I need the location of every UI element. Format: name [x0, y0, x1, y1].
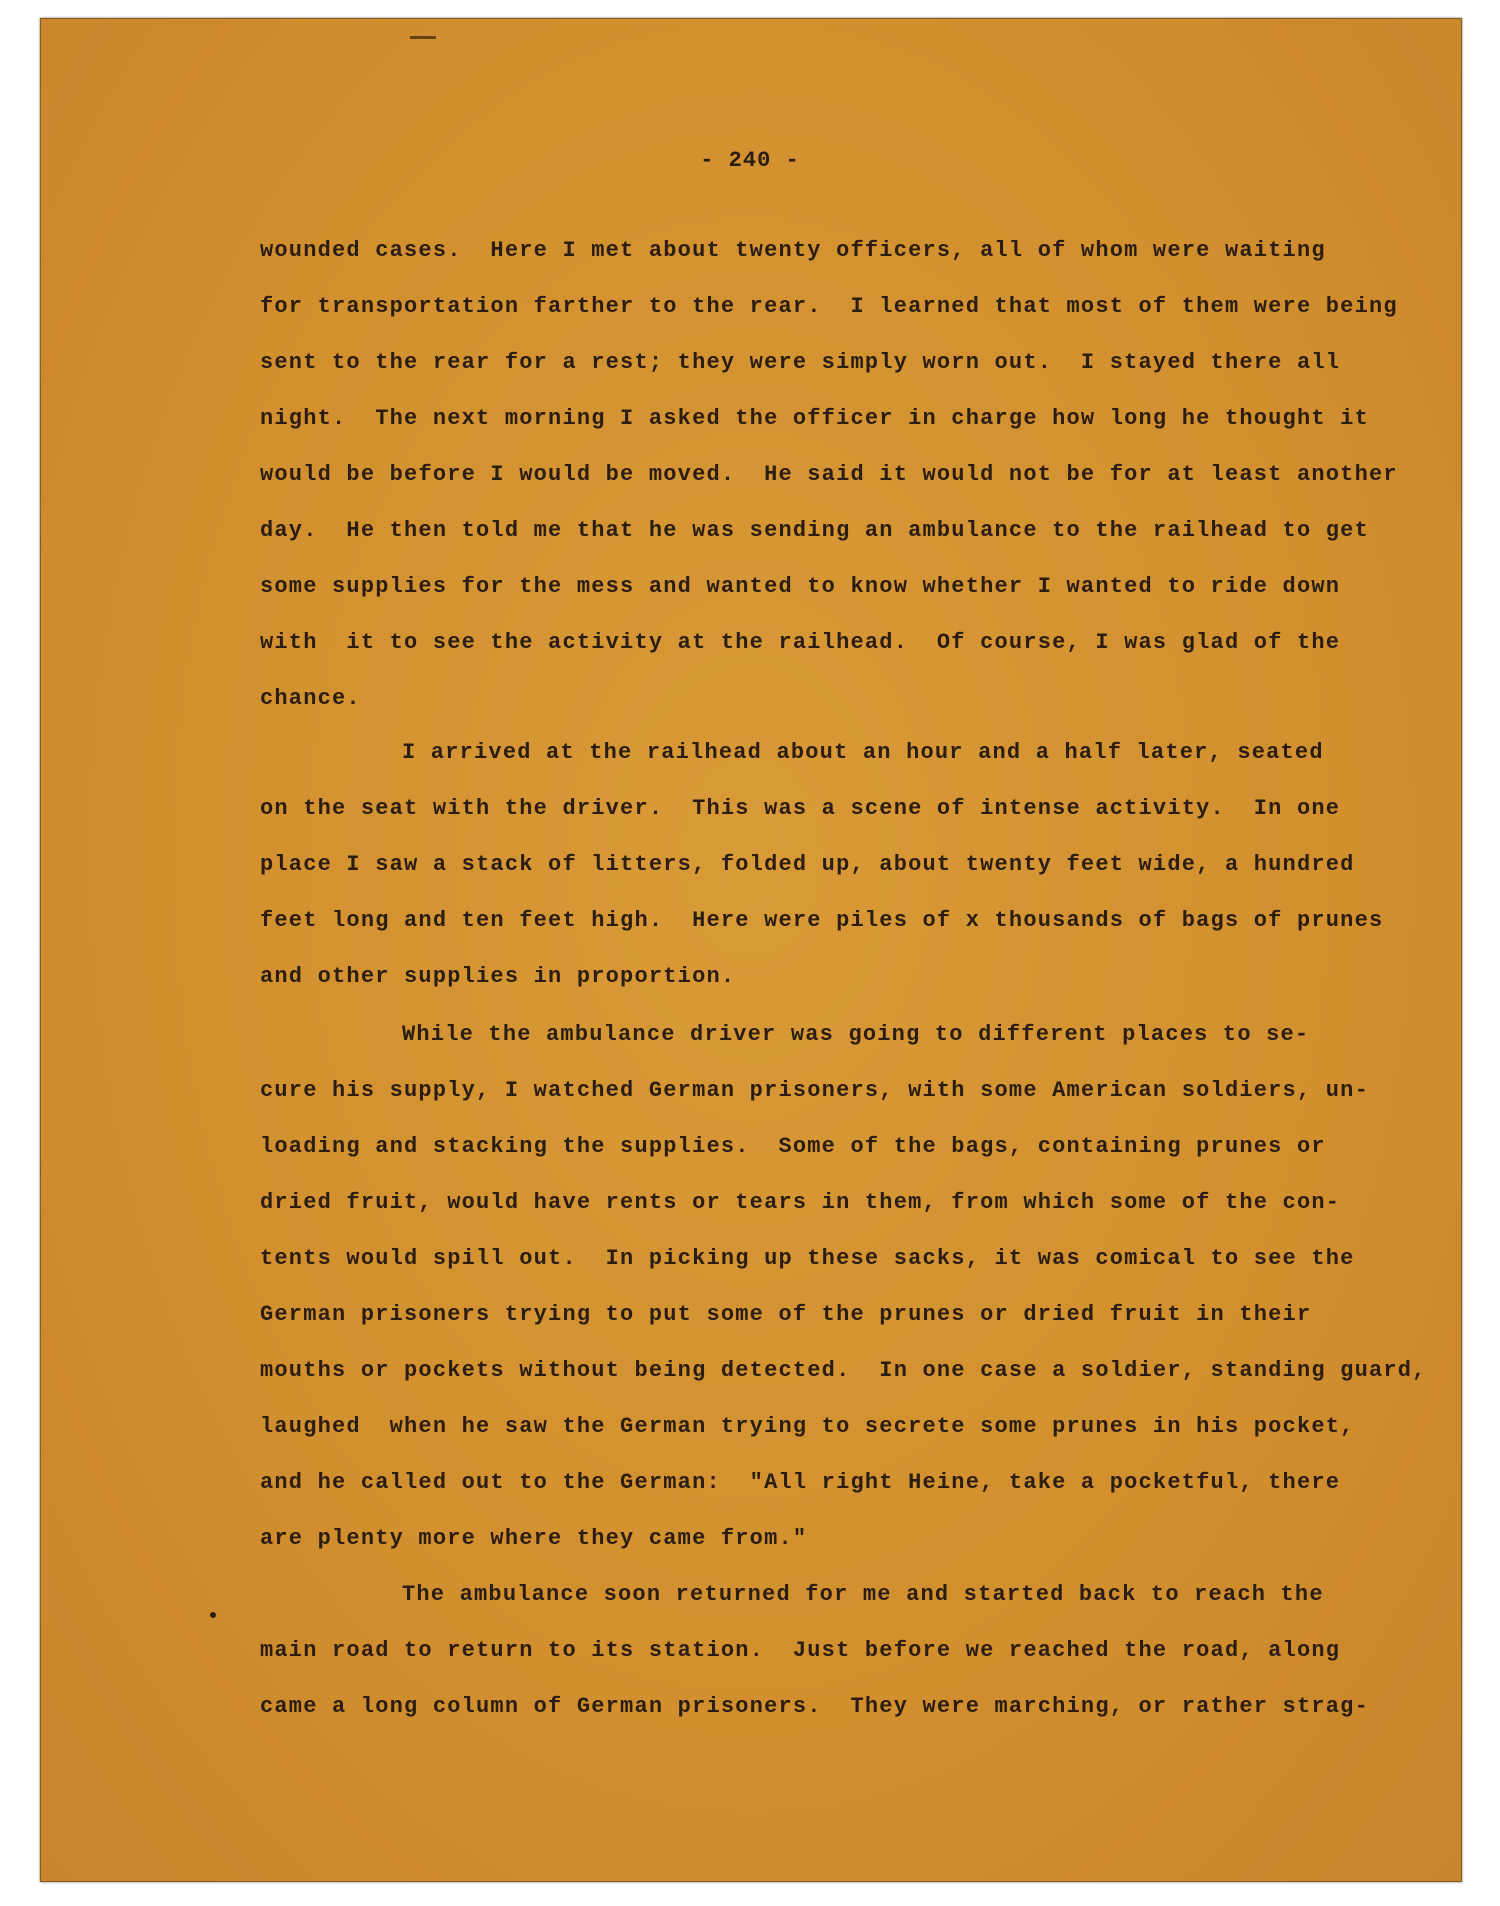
text-line: tents would spill out. In picking up these sacks, it was comical to see the — [260, 1246, 1355, 1271]
text-line: place I saw a stack of litters, folded up, about twenty feet wide, a hundred — [260, 852, 1355, 877]
text-line: some supplies for the mess and wanted to know whether I wanted to ride down — [260, 574, 1341, 599]
text-line: mouths or pockets without being detected. In one case a soldier, standing guard, — [260, 1358, 1427, 1383]
text-line: main road to return to its station. Just before we reached the road, along — [260, 1638, 1341, 1663]
text-line: day. He then told me that he was sending an ambulance to the railhead to get — [260, 518, 1369, 543]
text-line: and other supplies in proportion. — [260, 964, 736, 989]
page-number: - 240 - — [700, 148, 800, 173]
text-line: are plenty more where they came from." — [260, 1526, 808, 1551]
text-line: came a long column of German prisoners. They were marching, or rather strag- — [260, 1694, 1369, 1719]
text-line: The ambulance soon returned for me and started back to reach the — [402, 1582, 1324, 1607]
text-line: wounded cases. Here I met about twenty officers, all of whom were waiting — [260, 238, 1326, 263]
text-line: I arrived at the railhead about an hour and a half later, seated — [402, 740, 1324, 765]
text-line: dried fruit, would have rents or tears in them, from which some of the con- — [260, 1190, 1341, 1215]
ink-speck — [210, 1612, 216, 1618]
text-line: laughed when he saw the German trying to secrete some prunes in his pocket, — [260, 1414, 1355, 1439]
text-line: night. The next morning I asked the officer in charge how long he thought it — [260, 406, 1369, 431]
text-line: would be before I would be moved. He said it would not be for at least another — [260, 462, 1398, 487]
text-line: cure his supply, I watched German prisoners, with some American soldiers, un- — [260, 1078, 1369, 1103]
text-line: While the ambulance driver was going to different places to se- — [402, 1022, 1310, 1047]
text-line: sent to the rear for a rest; they were simply worn out. I stayed there all — [260, 350, 1341, 375]
paper-clip-mark — [410, 36, 436, 39]
text-line: with it to see the activity at the railhead. Of course, I was glad of the — [260, 630, 1341, 655]
text-line: and he called out to the German: "All right Heine, take a pocketful, there — [260, 1470, 1341, 1495]
text-line: loading and stacking the supplies. Some of the bags, containing prunes or — [260, 1134, 1326, 1159]
text-line: feet long and ten feet high. Here were piles of x thousands of bags of prunes — [260, 908, 1384, 933]
text-line: chance. — [260, 686, 361, 711]
text-line: for transportation farther to the rear. I learned that most of them were being — [260, 294, 1398, 319]
text-line: on the seat with the driver. This was a scene of intense activity. In one — [260, 796, 1341, 821]
text-line: German prisoners trying to put some of the prunes or dried fruit in their — [260, 1302, 1312, 1327]
